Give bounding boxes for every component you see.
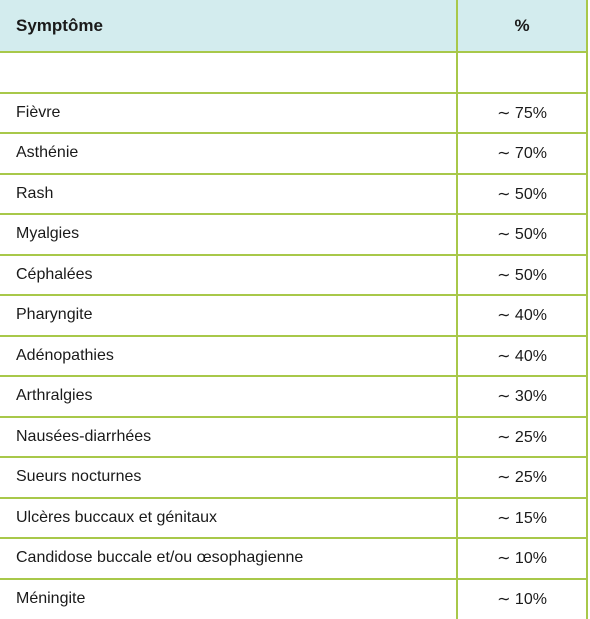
- symptom-cell: Céphalées: [0, 255, 457, 296]
- symptom-cell: Asthénie: [0, 133, 457, 174]
- table-header: [0, 0, 587, 52]
- table-row: [0, 498, 587, 539]
- percent-cell: ∼ 10%: [457, 538, 587, 579]
- percent-cell: ∼ 10%: [457, 579, 587, 619]
- header-row: [0, 0, 587, 52]
- symptom-cell: Méningite: [0, 579, 457, 619]
- table-row: [0, 579, 587, 619]
- table-row: [0, 336, 587, 377]
- spacer-cell: [457, 52, 587, 93]
- table-row: [0, 538, 587, 579]
- table-row: [0, 255, 587, 296]
- table-body: [0, 52, 587, 619]
- symptom-cell: Fièvre: [0, 93, 457, 134]
- spacer-cell: [0, 52, 457, 93]
- symptom-cell: Rash: [0, 174, 457, 215]
- symptom-cell: Sueurs nocturnes: [0, 457, 457, 498]
- header-spacer: [0, 52, 587, 93]
- percent-cell: ∼ 70%: [457, 133, 587, 174]
- percent-cell: ∼ 50%: [457, 174, 587, 215]
- header-symptom: Symptôme: [0, 0, 457, 52]
- table-row: [0, 457, 587, 498]
- percent-cell: ∼ 25%: [457, 457, 587, 498]
- header-percent: %: [457, 0, 587, 52]
- symptom-cell: Nausées-diarrhées: [0, 417, 457, 458]
- symptom-cell: Adénopathies: [0, 336, 457, 377]
- percent-cell: ∼ 40%: [457, 336, 587, 377]
- percent-cell: ∼ 25%: [457, 417, 587, 458]
- table-row: [0, 214, 587, 255]
- symptom-cell: Myalgies: [0, 214, 457, 255]
- table-row: [0, 133, 587, 174]
- percent-cell: ∼ 40%: [457, 295, 587, 336]
- percent-cell: ∼ 15%: [457, 498, 587, 539]
- table-row: [0, 376, 587, 417]
- table-row: [0, 93, 587, 134]
- table-row: [0, 417, 587, 458]
- table-row: [0, 174, 587, 215]
- table-row: [0, 295, 587, 336]
- symptom-cell: Pharyngite: [0, 295, 457, 336]
- symptom-cell: Arthralgies: [0, 376, 457, 417]
- percent-cell: ∼ 50%: [457, 255, 587, 296]
- percent-cell: ∼ 75%: [457, 93, 587, 134]
- percent-cell: ∼ 30%: [457, 376, 587, 417]
- symptom-cell: Ulcères buccaux et génitaux: [0, 498, 457, 539]
- percent-cell: ∼ 50%: [457, 214, 587, 255]
- symptom-cell: Candidose buccale et/ou œsophagienne: [0, 538, 457, 579]
